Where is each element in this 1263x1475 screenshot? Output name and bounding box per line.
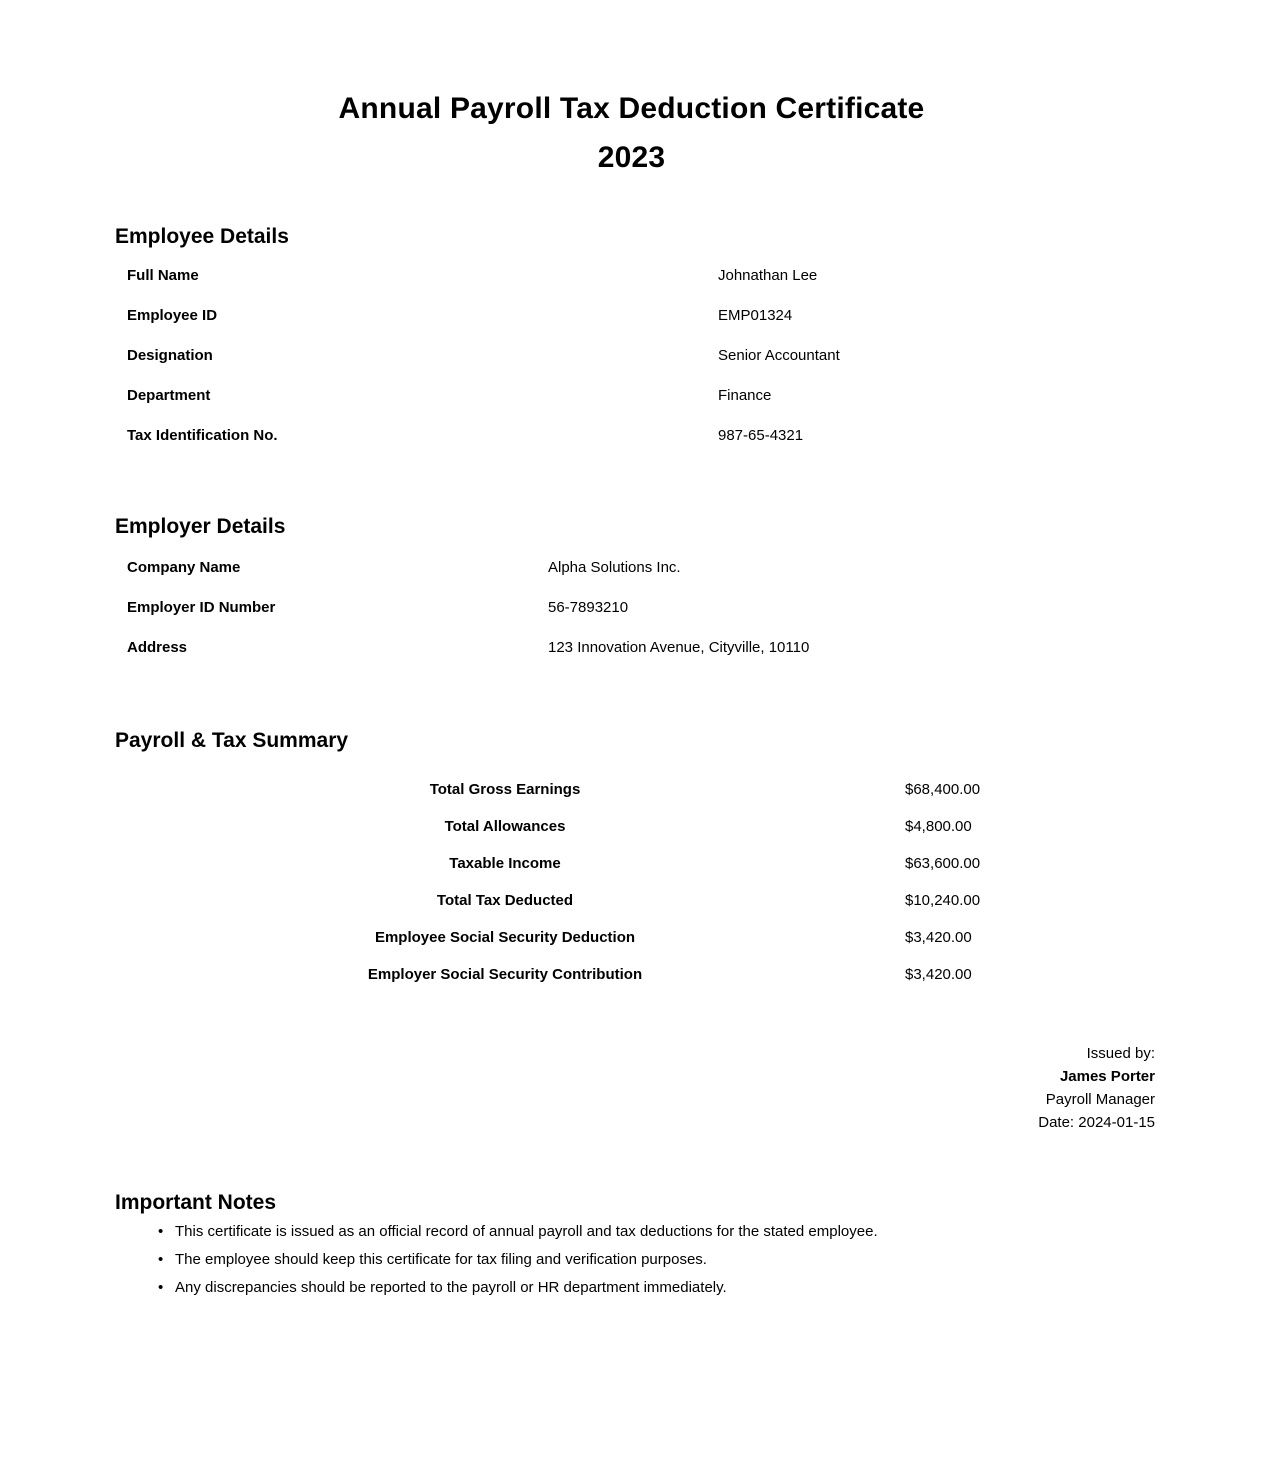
table-row [115,771,1155,808]
list-item [115,1246,1155,1274]
payroll-summary-table [115,771,1155,993]
field-label-address: Address [127,638,188,656]
field-label-company-name: Company Name [127,558,241,576]
summary-label-total-tax-deducted: Total Tax Deducted [436,892,574,909]
table-row [115,808,1155,845]
document-title-line1: Annual Payroll Tax Deduction Certificate [338,92,925,125]
table-row [115,415,1155,455]
employer-details-heading: Employer Details [115,515,286,539]
document-title [0,84,1263,182]
payroll-summary-heading: Payroll & Tax Summary [115,729,349,753]
bullet-icon: • [158,1223,164,1240]
field-value-full-name: Johnathan Lee [718,266,818,284]
field-label-employer-id: Employer ID Number [127,598,276,616]
note-text: This certificate is issued as an official record of annual payroll and tax deductions for the stated employee. [175,1223,878,1240]
important-notes-list [115,1218,1155,1302]
summary-label-taxable-income: Taxable Income [449,855,561,872]
summary-label-employee-ss-deduction: Employee Social Security Deduction [374,929,636,946]
table-row [115,547,1155,587]
issuer-role: Payroll Manager [1045,1091,1155,1108]
summary-value-employee-ss-deduction: $3,420.00 [905,929,972,946]
field-label-department: Department [127,386,211,404]
table-row [115,627,1155,667]
note-text: The employee should keep this certificate for tax filing and verification purposes. [175,1251,707,1268]
list-item [115,1274,1155,1302]
field-label-designation: Designation [127,346,213,364]
table-row [115,295,1155,335]
important-notes-heading: Important Notes [115,1191,277,1215]
summary-value-employer-ss-contribution: $3,420.00 [905,966,972,983]
field-value-address: 123 Innovation Avenue, Cityville, 10110 [548,638,810,656]
employee-details-table [115,255,1155,455]
table-row [115,845,1155,882]
note-text: Any discrepancies should be reported to the payroll or HR department immediately. [175,1279,727,1296]
document-title-year: 2023 [597,141,666,174]
issued-by-label: Issued by: [1086,1045,1155,1062]
field-value-designation: Senior Accountant [718,346,840,364]
employer-details-table [115,547,1155,667]
employee-details-heading: Employee Details [115,225,289,249]
summary-value-total-allowances: $4,800.00 [905,818,972,835]
summary-value-total-tax-deducted: $10,240.00 [905,892,981,909]
issuer-name: James Porter [1059,1068,1155,1085]
bullet-icon: • [158,1251,164,1268]
field-value-tax-id: 987-65-4321 [718,426,804,444]
table-row [115,882,1155,919]
field-value-company-name: Alpha Solutions Inc. [548,558,681,576]
summary-label-employer-ss-contribution: Employer Social Security Contribution [367,966,643,983]
field-value-department: Finance [718,386,772,404]
table-row [115,375,1155,415]
list-item [115,1218,1155,1246]
field-label-full-name: Full Name [127,266,199,284]
table-row [115,587,1155,627]
field-value-employer-id: 56-7893210 [548,598,629,616]
field-value-employee-id: EMP01324 [718,306,793,324]
summary-label-gross-earnings: Total Gross Earnings [429,781,581,798]
issue-date: Date: 2024-01-15 [1038,1114,1155,1131]
table-row [115,956,1155,993]
summary-value-gross-earnings: $68,400.00 [905,781,981,798]
table-row [115,255,1155,295]
table-row [115,335,1155,375]
field-label-tax-id: Tax Identification No. [127,426,278,444]
summary-value-taxable-income: $63,600.00 [905,855,981,872]
table-row [115,919,1155,956]
field-label-employee-id: Employee ID [127,306,218,324]
issued-by-block [115,1042,1155,1134]
bullet-icon: • [158,1279,164,1296]
summary-label-total-allowances: Total Allowances [444,818,566,835]
